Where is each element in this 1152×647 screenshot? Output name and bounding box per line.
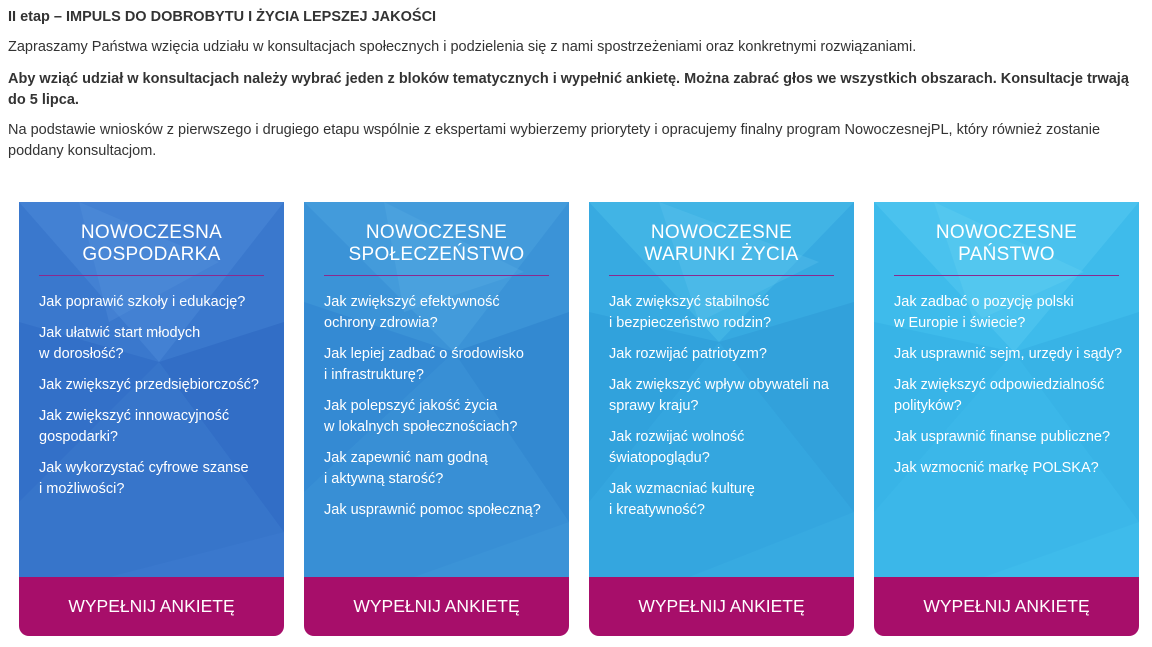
question-link[interactable]: Jak wykorzystać cyfrowe szanse i możliwości?	[39, 460, 249, 497]
card-title: NOWOCZESNA GOSPODARKA	[80, 222, 223, 265]
question-link[interactable]: Jak wzmacniać kulturę i kreatywność?	[609, 481, 755, 518]
fill-survey-button[interactable]: WYPEŁNIJ ANKIETĘ	[589, 577, 854, 636]
card-body	[19, 202, 284, 577]
card-title: NOWOCZESNE WARUNKI ŻYCIA	[644, 222, 799, 265]
question-link[interactable]: Jak ułatwić start młodych w dorosłość?	[39, 325, 201, 362]
title-divider	[894, 275, 1119, 276]
question-link[interactable]: Jak usprawnić pomoc społeczną?	[324, 502, 541, 518]
card-body	[304, 202, 569, 577]
question-link[interactable]: Jak zwiększyć efektywność ochrony zdrowia?	[324, 294, 500, 331]
question-link[interactable]: Jak zwiększyć stabilność i bezpieczeństwo rodzin?	[609, 294, 772, 331]
card-body	[589, 202, 854, 577]
question-list	[609, 292, 841, 531]
question-link[interactable]: Jak usprawnić sejm, urzędy i sądy?	[894, 346, 1123, 362]
fill-survey-button[interactable]: WYPEŁNIJ ANKIETĘ	[19, 577, 284, 636]
question-link[interactable]: Jak rozwijać patriotyzm?	[609, 346, 767, 362]
card-nowoczesne-panstwo	[874, 202, 1139, 636]
question-link[interactable]: Jak poprawić szkoły i edukację?	[39, 294, 246, 310]
title-divider	[609, 275, 834, 276]
title-divider	[324, 275, 549, 276]
question-link[interactable]: Jak zwiększyć innowacyjność gospodarki?	[39, 408, 230, 445]
fill-survey-button[interactable]: WYPEŁNIJ ANKIETĘ	[874, 577, 1139, 636]
question-link[interactable]: Jak polepszyć jakość życia w lokalnych społecznościach?	[324, 398, 518, 435]
instructions-paragraph: Aby wziąć udział w konsultacjach należy wybrać jeden z bloków tematycznych i wypełnić ankietę. Można zabrać głos we wszystkich obszarach. Konsultacje trwają do 5 lipca.	[8, 71, 1129, 108]
next-steps-paragraph: Na podstawie wniosków z pierwszego i drugiego etapu wspólnie z ekspertami wybierzemy priorytety i opracujemy finalny program NowoczesnejPL, który również zostanie poddany konsultacjom.	[8, 122, 1101, 159]
question-link[interactable]: Jak zapewnić nam godną i aktywną starość?	[324, 450, 488, 487]
question-link[interactable]: Jak usprawnić finanse publiczne?	[894, 429, 1111, 445]
question-link[interactable]: Jak lepiej zadbać o środowisko i infrastrukturę?	[324, 346, 524, 383]
card-nowoczesne-warunki-zycia	[589, 202, 854, 636]
card-body	[874, 202, 1139, 577]
card-nowoczesna-gospodarka	[19, 202, 284, 636]
question-link[interactable]: Jak zwiększyć wpływ obywateli na sprawy kraju?	[609, 377, 829, 414]
question-list	[894, 292, 1126, 489]
question-list	[39, 292, 271, 510]
intro-paragraph: Zapraszamy Państwa wzięcia udziału w konsultacjach społecznych i podzielenia się z nami spostrzeżeniami oraz konkretnymi rozwiązaniami.	[8, 39, 917, 55]
card-nowoczesne-spoleczenstwo	[304, 202, 569, 636]
question-link[interactable]: Jak wzmocnić markę POLSKA?	[894, 460, 1099, 476]
question-link[interactable]: Jak rozwijać wolność światopoglądu?	[609, 429, 745, 466]
question-link[interactable]: Jak zwiększyć przedsiębiorczość?	[39, 377, 259, 393]
question-link[interactable]: Jak zadbać o pozycję polski w Europie i świecie?	[894, 294, 1074, 331]
card-title: NOWOCZESNE PAŃSTWO	[935, 222, 1078, 265]
question-list	[324, 292, 556, 531]
title-divider	[39, 275, 264, 276]
fill-survey-button[interactable]: WYPEŁNIJ ANKIETĘ	[304, 577, 569, 636]
question-link[interactable]: Jak zwiększyć odpowiedzialność polityków?	[894, 377, 1105, 414]
stage-heading: II etap – IMPULS DO DOBROBYTU I ŻYCIA LEPSZEJ JAKOŚCI	[8, 9, 437, 25]
card-title: NOWOCZESNE SPOŁECZEŃSTWO	[348, 222, 525, 265]
